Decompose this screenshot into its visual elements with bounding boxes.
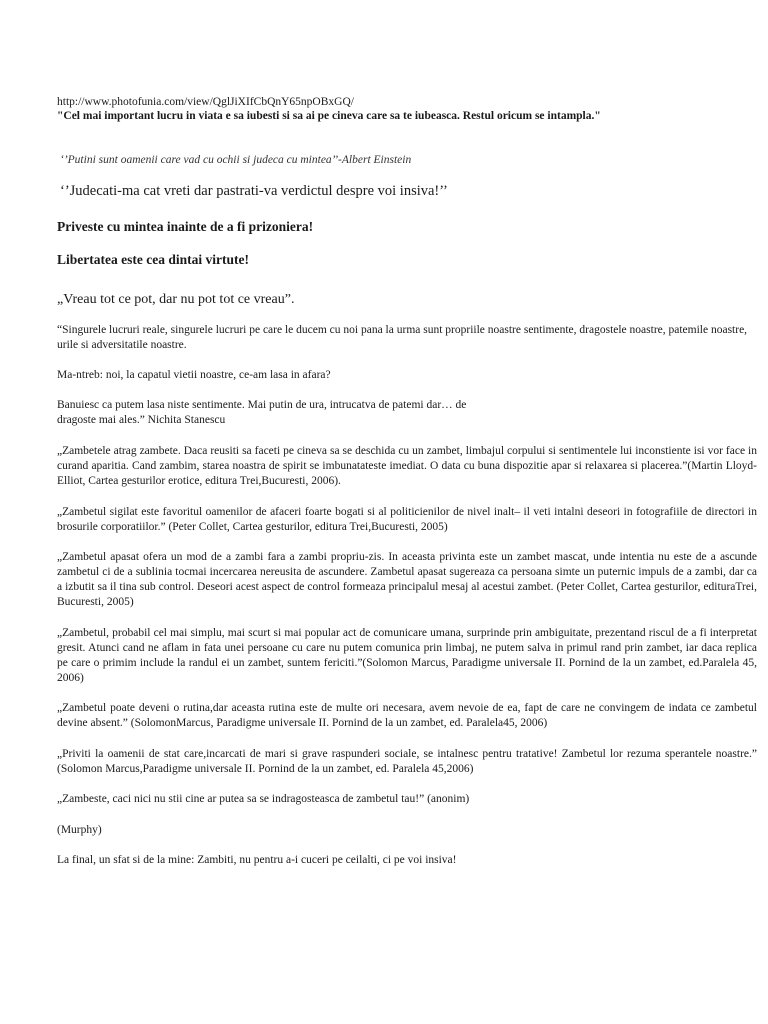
judecati-quote: ‘’Judecati-ma cat vreti dar pastrati-va verdictul despre voi insiva!’’ — [60, 183, 448, 199]
banuiesc-line-2: dragoste mai ales.” Nichita Stanescu — [57, 414, 226, 426]
document-page — [57, 95, 757, 868]
paragraph-zambet-5: „Zambetul poate deveni o rutina,dar aceasta rutina este de multe ori necesara, avem nevoie de ea, fapt de care ne convingem de indata ce zambetul devine absent.” (SolomonMarcus, Paradigme universale II. Pornind de la un zambet, ed. Paralela45, 2006) — [57, 702, 757, 729]
source-url: http://www.photofunia.com/view/QglJiXIfCbQnY65npOBxGQ/ — [57, 96, 354, 108]
paragraph-singurele: “Singurele lucruri reale, singurele lucruri pe care le ducem cu noi pana la urma sunt propriile noastre sentimente, dragostele noastre, patemile noastre, urile si adversitatile noastre. — [57, 324, 748, 351]
vreau-quote: „Vreau tot ce pot, dar nu pot tot ce vreau”. — [57, 292, 295, 307]
paragraph-banuiesc — [57, 398, 757, 428]
bold-heading-prizoniera: Priveste cu mintea inainte de a fi prizoniera! — [57, 219, 314, 234]
murphy-line: (Murphy) — [57, 824, 102, 836]
final-line: La final, un sfat si de la mine: Zambiti, nu pentru a-i cuceri pe ceilalti, ci pe voi insiva! — [57, 854, 457, 866]
paragraph-zambet-2: „Zambetul sigilat este favoritul oamenilor de afaceri foarte bogati si al politicienilor de nivel inalt– il veti intalni deseori in fotografiile de directori in brosurile corporatiilor.” (Peter Collet, Cartea gesturilor, editura Trei,Bucuresti, 2005) — [57, 506, 757, 533]
paragraph-zambet-4: „Zambetul, probabil cel mai simplu, mai scurt si mai popular act de comunicare umana, surprinde prin ambiguitate, prezentand riscul de a fi interpretat gresit. Atunci cand ne aflam in fata unei persoane cu care nu putem comunica prin limbaj, ne putem salva in primul rand prin zambet, iar daca replica pe care o primim include la randul ei un zambet, suntem fericiti.”(Solomon Marcus, Paradigme universale II. Pornind de la un zambet, ed.Paralela 45, 2006) — [57, 627, 757, 684]
paragraph-zambet-3: „Zambetul apasat ofera un mod de a zambi fara a zambi propriu-zis. In aceasta privinta este un zambet mascat, unde intentia nu este de a ascunde zambetul ci de a sublinia tocmai incercarea nereusita de ascundere. Zambetul apasat sugereaza ca persoana simte un puternic impuls de a zambi, dar ca a izbutit sa il tina sub control. Deseori acest aspect de control formeaza principalul mesaj al acestui zambet. (Peter Collet, Cartea gesturilor, edituraTrei, Bucuresti, 2005) — [57, 551, 757, 608]
paragraph-zambet-6: „Priviti la oamenii de stat care,incarcati de mari si grave raspunderi sociale, se intalnesc pentru tratative! Zambetul lor rezuma sperantele noastre.” (Solomon Marcus,Paradigme universale II. Pornind de la un zambet, ed. Paralela 45,2006) — [57, 748, 757, 775]
einstein-quote: ‘’Putini sunt oamenii care vad cu ochii si judeca cu mintea’’-Albert Einstein — [60, 154, 412, 166]
bold-heading-libertatea: Libertatea este cea dintai virtute! — [57, 252, 249, 267]
paragraph-ma-ntreb: Ma-ntreb: noi, la capatul vietii noastre, ce-am lasa in afara? — [57, 369, 331, 381]
paragraph-zambet-1: „Zambetele atrag zambete. Daca reusiti sa faceti pe cineva sa se deschida cu un zambet, limbajul corpului si sentimentele lui inconstiente isi vor face in curand aparitia. Cand zambim, starea noastra de spirit se imbunatateste imediat. O data cu buna dispozitie apar si relaxarea si placerea.”(Martin Lloyd-Elliot, Cartea gesturilor erotice, editura Trei,Bucuresti, 2006). — [57, 445, 757, 487]
banuiesc-line-1: Banuiesc ca putem lasa niste sentimente. Mai putin de ura, intrucatva de patemi dar… de — [57, 399, 467, 411]
paragraph-zambeste: „Zambeste, caci nici nu stii cine ar putea sa se indragosteasca de zambetul tau!” (anonim) — [57, 793, 470, 805]
main-quote: "Cel mai important lucru in viata e sa iubesti si sa ai pe cineva care sa te iubeasca. Restul oricum se intampla." — [57, 110, 601, 122]
